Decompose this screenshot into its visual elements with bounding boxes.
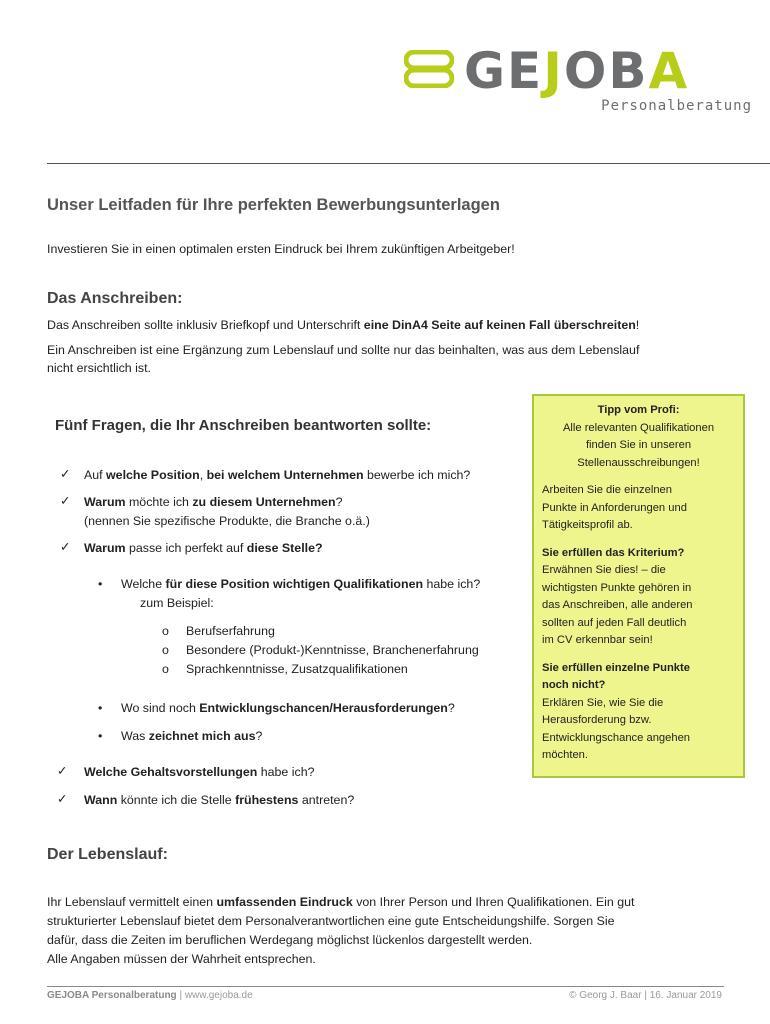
lebenslauf-line-1: Ihr Lebenslauf vermittelt einen umfassenden Eindruck von Ihrer Person und Ihren Qualifikationen. Ein gut bbox=[47, 895, 635, 909]
tip-subheading: Sie erfüllen einzelne Punkte bbox=[542, 661, 690, 674]
lebenslauf-line-3: dafür, dass die Zeiten im beruflichen Werdegang möglichst lückenlos dargestellt werden. bbox=[47, 933, 533, 947]
lebenslauf-line-2: strukturierter Lebenslauf bietet dem Personalverantwortlichen eine gute Entscheidungshilfe. Sorgen Sie bbox=[47, 914, 615, 928]
question-2-note: (nennen Sie spezifische Produkte, die Branche o.ä.) bbox=[84, 514, 370, 528]
circle-bullet-icon: o bbox=[162, 624, 169, 638]
section-heading-anschreiben: Das Anschreiben: bbox=[47, 290, 183, 307]
question-2: Warum möchte ich zu diesem Unternehmen? bbox=[84, 495, 343, 509]
tip-line: Tätigkeitsprofil ab. bbox=[542, 519, 633, 531]
tip-line: Entwicklungschance angehen bbox=[542, 731, 691, 744]
circle-bullet-icon: o bbox=[162, 643, 169, 657]
page-title: Unser Leitfaden für Ihre perfekten Bewerbungsunterlagen bbox=[47, 196, 500, 214]
subquestion-distinction: Was zeichnet mich aus? bbox=[121, 729, 263, 743]
footer-copyright: © Georg J. Baar | 16. Januar 2019 bbox=[569, 990, 722, 1001]
tip-line: finden Sie in unseren bbox=[585, 439, 692, 451]
lebenslauf-line-4: Alle Angaben müssen der Wahrheit entsprechen. bbox=[47, 952, 316, 966]
logo-wordmark: GEJOBA bbox=[464, 42, 690, 100]
section-heading-lebenslauf: Der Lebenslauf: bbox=[47, 846, 168, 863]
example-item: Besondere (Produkt-)Kenntnisse, Branchenerfahrung bbox=[186, 643, 479, 657]
bullet-icon: • bbox=[98, 701, 103, 715]
questions-heading: Fünf Fragen, die Ihr Anschreiben beantworten sollte: bbox=[55, 417, 432, 434]
tip-line: Punkte in Anforderungen und bbox=[542, 501, 687, 514]
subquestion-qualifications: Welche für diese Position wichtigen Qualifikationen habe ich? bbox=[121, 577, 481, 591]
footer-brand: GEJOBA Personalberatung | www.gejoba.de bbox=[47, 990, 253, 1001]
tip-subheading: noch nicht? bbox=[542, 679, 606, 691]
tip-line: Stellenausschreibungen! bbox=[577, 456, 700, 469]
question-4: Welche Gehaltsvorstellungen habe ich? bbox=[84, 765, 315, 779]
tip-line: das Anschreiben, alle anderen bbox=[542, 599, 693, 611]
footer-url[interactable]: www.gejoba.de bbox=[184, 990, 253, 1001]
example-item: Sprachkenntnisse, Zusatzqualifikationen bbox=[186, 662, 408, 676]
pro-tip-box bbox=[532, 394, 745, 778]
intro-text: Investieren Sie in einen optimalen ersten Eindruck bei Ihrem zukünftigen Arbeitgeber! bbox=[47, 242, 515, 256]
checkmark-icon: ✓ bbox=[60, 494, 71, 508]
logo-subtitle: Personalberatung bbox=[601, 98, 752, 114]
question-3: Warum passe ich perfekt auf diese Stelle? bbox=[84, 541, 323, 555]
checkmark-icon: ✓ bbox=[60, 540, 71, 554]
gejoba-logo bbox=[400, 44, 760, 124]
tip-line: Herausforderung bzw. bbox=[542, 714, 652, 726]
tip-line: Erwähnen Sie dies! – die bbox=[542, 564, 666, 576]
question-5: Wann könnte ich die Stelle frühestens antreten? bbox=[84, 793, 355, 807]
header-divider bbox=[47, 163, 770, 164]
tip-line: sollten auf jeden Fall deutlich bbox=[542, 616, 687, 629]
question-1: Auf welche Position, bei welchem Unternehmen bewerbe ich mich? bbox=[84, 468, 471, 482]
circle-bullet-icon: o bbox=[162, 662, 169, 676]
gejoba-emblem-icon bbox=[404, 50, 454, 88]
example-item: Berufserfahrung bbox=[186, 624, 275, 638]
checkmark-icon: ✓ bbox=[57, 792, 68, 806]
tip-line: Alle relevanten Qualifikationen bbox=[562, 421, 715, 434]
tip-line: Erklären Sie, wie Sie die bbox=[542, 696, 664, 709]
checkmark-icon: ✓ bbox=[60, 467, 71, 481]
subquestion-example-label: zum Beispiel: bbox=[140, 596, 214, 610]
tip-line: im CV erkennbar sein! bbox=[542, 634, 653, 646]
anschreiben-paragraph-2-line-2: nicht ersichtlich ist. bbox=[47, 361, 151, 375]
tip-line: wichtigsten Punkte gehören in bbox=[542, 581, 692, 594]
footer-divider bbox=[47, 986, 724, 987]
bullet-icon: • bbox=[98, 577, 103, 591]
checkmark-icon: ✓ bbox=[57, 764, 68, 778]
bullet-icon: • bbox=[98, 729, 103, 743]
tip-subheading: Sie erfüllen das Kriterium? bbox=[542, 546, 685, 559]
anschreiben-paragraph-2-line-1: Ein Anschreiben ist eine Ergänzung zum Lebenslauf und sollte nur das beinhalten, was aus dem Lebenslauf bbox=[47, 343, 640, 357]
tip-title: Tipp vom Profi: bbox=[597, 404, 680, 416]
subquestion-development: Wo sind noch Entwicklungschancen/Herausforderungen? bbox=[121, 701, 455, 715]
tip-line: Arbeiten Sie die einzelnen bbox=[542, 484, 672, 496]
anschreiben-paragraph-1: Das Anschreiben sollte inklusiv Briefkopf und Unterschrift eine DinA4 Seite auf keinen Fall überschreiten! bbox=[47, 318, 640, 332]
tip-line: möchten. bbox=[542, 749, 589, 761]
